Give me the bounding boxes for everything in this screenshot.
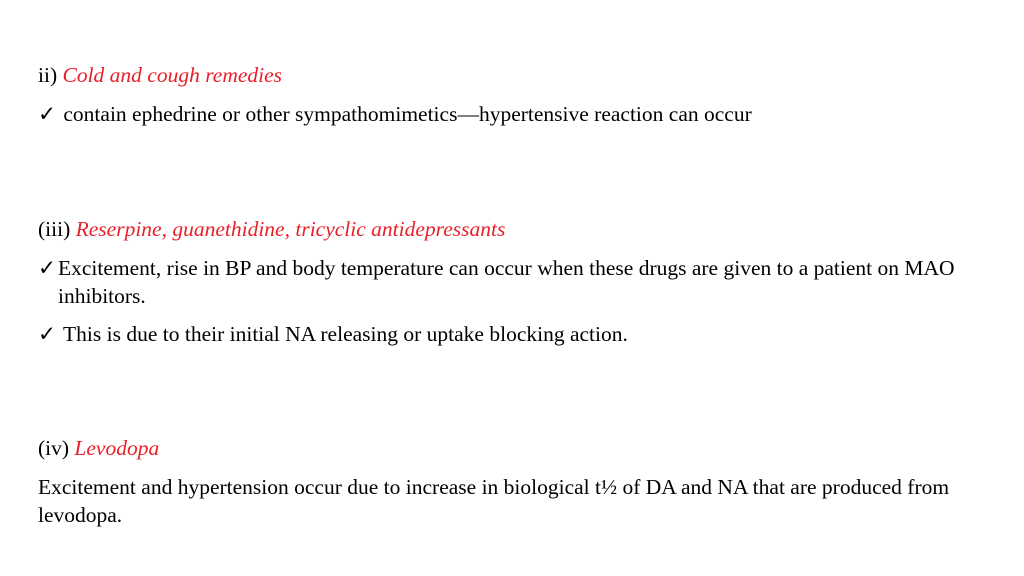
section-heading	[38, 434, 988, 462]
section-heading	[38, 215, 988, 243]
section-title: Cold and cough remedies	[62, 63, 283, 87]
bullet-item	[38, 100, 988, 128]
bullet-text: Excitement, rise in BP and body temperature can occur when these drugs are given to a patient on MAO inhibitors.	[58, 256, 955, 308]
section-number: ii)	[38, 63, 58, 87]
section-reserpine-guanethidine-tca	[38, 215, 988, 348]
section-title: Levodopa	[74, 436, 160, 460]
section-cold-cough-remedies	[38, 61, 988, 128]
section-levodopa	[38, 434, 988, 529]
checkmark-icon: ✓	[38, 256, 57, 280]
section-number: (iii)	[38, 217, 71, 241]
bullet-text: This is due to their initial NA releasing or uptake blocking action.	[63, 322, 628, 346]
bullet-item	[38, 254, 988, 310]
checkmark-icon: ✓	[38, 102, 57, 126]
bullet-item	[38, 320, 988, 348]
section-body-text: Excitement and hypertension occur due to increase in biological t½ of DA and NA that are produced from levodopa.	[38, 475, 950, 527]
section-number: (iv)	[38, 436, 70, 460]
checkmark-icon: ✓	[38, 322, 57, 346]
section-title: Reserpine, guanethidine, tricyclic antidepressants	[75, 217, 506, 241]
section-heading	[38, 61, 988, 89]
bullet-text: contain ephedrine or other sympathomimetics—hypertensive reaction can occur	[63, 102, 752, 126]
